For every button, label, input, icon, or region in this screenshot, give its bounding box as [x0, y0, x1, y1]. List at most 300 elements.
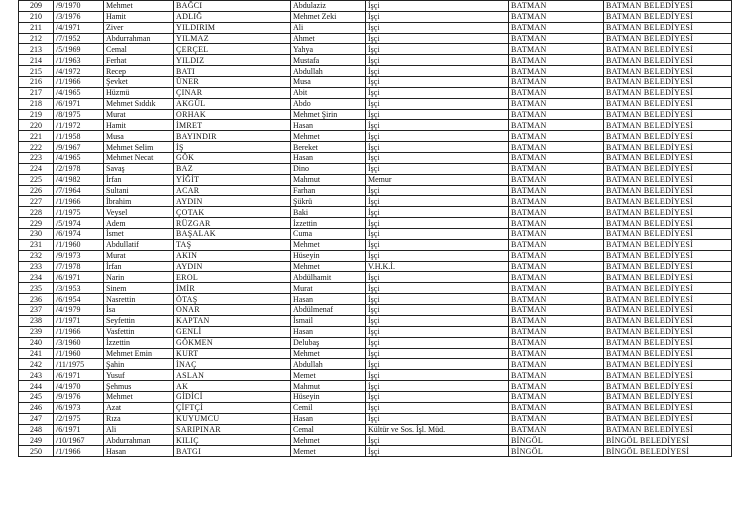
- father-name-cell: Mehmet: [291, 131, 366, 142]
- document-page: [18, 0, 732, 457]
- position-cell: İşçi: [366, 250, 509, 261]
- birth-date-cell: /8/1975: [54, 109, 104, 120]
- table-row: [19, 305, 732, 316]
- table-row: [19, 381, 732, 392]
- surname-cell: ACAR: [174, 185, 291, 196]
- first-name-cell: Nasrettin: [104, 294, 174, 305]
- birth-date-cell: /1/1971: [54, 315, 104, 326]
- province-cell: BATMAN: [509, 77, 604, 88]
- surname-cell: YILDIZ: [174, 55, 291, 66]
- birth-date-cell: /1/1966: [54, 77, 104, 88]
- surname-cell: ÇOTAK: [174, 207, 291, 218]
- institution-cell: BATMAN BELEDİYESİ: [604, 229, 732, 240]
- institution-cell: BATMAN BELEDİYESİ: [604, 261, 732, 272]
- table-row: [19, 153, 732, 164]
- institution-cell: BATMAN BELEDİYESİ: [604, 250, 732, 261]
- father-name-cell: Mehmet: [291, 348, 366, 359]
- first-name-cell: İsa: [104, 305, 174, 316]
- province-cell: BATMAN: [509, 196, 604, 207]
- province-cell: BATMAN: [509, 11, 604, 22]
- surname-cell: KURT: [174, 348, 291, 359]
- surname-cell: ÇINAR: [174, 87, 291, 98]
- father-name-cell: Abdülhamit: [291, 272, 366, 283]
- birth-date-cell: /1/1966: [54, 326, 104, 337]
- table-row: [19, 11, 732, 22]
- birth-date-cell: /4/1970: [54, 381, 104, 392]
- birth-date-cell: /5/1974: [54, 218, 104, 229]
- surname-cell: AYDIN: [174, 196, 291, 207]
- institution-cell: BİNGÖL BELEDİYESİ: [604, 435, 732, 446]
- institution-cell: BATMAN BELEDİYESİ: [604, 413, 732, 424]
- row-number-cell: 229: [19, 218, 54, 229]
- birth-date-cell: /6/1973: [54, 402, 104, 413]
- surname-cell: GENLİ: [174, 326, 291, 337]
- row-number-cell: 209: [19, 1, 54, 12]
- position-cell: İşçi: [366, 77, 509, 88]
- surname-cell: İMRET: [174, 120, 291, 131]
- position-cell: İşçi: [366, 446, 509, 457]
- table-row: [19, 218, 732, 229]
- row-number-cell: 250: [19, 446, 54, 457]
- institution-cell: BATMAN BELEDİYESİ: [604, 109, 732, 120]
- row-number-cell: 217: [19, 87, 54, 98]
- surname-cell: BAYINDIR: [174, 131, 291, 142]
- institution-cell: BATMAN BELEDİYESİ: [604, 44, 732, 55]
- surname-cell: ÇERÇEL: [174, 44, 291, 55]
- row-number-cell: 240: [19, 337, 54, 348]
- surname-cell: GÖKMEN: [174, 337, 291, 348]
- institution-cell: BİNGÖL BELEDİYESİ: [604, 446, 732, 457]
- surname-cell: ÇİFTÇİ: [174, 402, 291, 413]
- surname-cell: KILIÇ: [174, 435, 291, 446]
- father-name-cell: Hasan: [291, 153, 366, 164]
- province-cell: BATMAN: [509, 305, 604, 316]
- row-number-cell: 234: [19, 272, 54, 283]
- institution-cell: BATMAN BELEDİYESİ: [604, 207, 732, 218]
- row-number-cell: 226: [19, 185, 54, 196]
- first-name-cell: Ali: [104, 424, 174, 435]
- row-number-cell: 225: [19, 174, 54, 185]
- row-number-cell: 239: [19, 326, 54, 337]
- position-cell: İşçi: [366, 131, 509, 142]
- province-cell: BATMAN: [509, 142, 604, 153]
- province-cell: BATMAN: [509, 98, 604, 109]
- institution-cell: BATMAN BELEDİYESİ: [604, 174, 732, 185]
- province-cell: BATMAN: [509, 55, 604, 66]
- surname-cell: GİDİCİ: [174, 391, 291, 402]
- row-number-cell: 216: [19, 77, 54, 88]
- province-cell: BATMAN: [509, 381, 604, 392]
- row-number-cell: 212: [19, 33, 54, 44]
- surname-cell: ONAR: [174, 305, 291, 316]
- institution-cell: BATMAN BELEDİYESİ: [604, 272, 732, 283]
- institution-cell: BATMAN BELEDİYESİ: [604, 11, 732, 22]
- father-name-cell: İzzettin: [291, 218, 366, 229]
- birth-date-cell: /2/1975: [54, 413, 104, 424]
- father-name-cell: Hüseyin: [291, 391, 366, 402]
- first-name-cell: Sinem: [104, 283, 174, 294]
- position-cell: İşçi: [366, 402, 509, 413]
- position-cell: İşçi: [366, 283, 509, 294]
- birth-date-cell: /9/1976: [54, 391, 104, 402]
- first-name-cell: Abdurrahman: [104, 435, 174, 446]
- position-cell: Kültür ve Sos. İşl. Müd.: [366, 424, 509, 435]
- father-name-cell: Abdo: [291, 98, 366, 109]
- father-name-cell: Ali: [291, 22, 366, 33]
- row-number-cell: 249: [19, 435, 54, 446]
- father-name-cell: Cuma: [291, 229, 366, 240]
- row-number-cell: 231: [19, 239, 54, 250]
- row-number-cell: 235: [19, 283, 54, 294]
- surname-cell: ÜNER: [174, 77, 291, 88]
- table-body: [19, 1, 732, 457]
- table-row: [19, 446, 732, 457]
- position-cell: İşçi: [366, 305, 509, 316]
- birth-date-cell: /10/1967: [54, 435, 104, 446]
- birth-date-cell: /9/1970: [54, 1, 104, 12]
- position-cell: İşçi: [366, 153, 509, 164]
- first-name-cell: Musa: [104, 131, 174, 142]
- table-row: [19, 44, 732, 55]
- birth-date-cell: /11/1975: [54, 359, 104, 370]
- position-cell: İşçi: [366, 163, 509, 174]
- birth-date-cell: /6/1974: [54, 229, 104, 240]
- first-name-cell: Abdullatif: [104, 239, 174, 250]
- birth-date-cell: /5/1969: [54, 44, 104, 55]
- father-name-cell: Farhan: [291, 185, 366, 196]
- institution-cell: BATMAN BELEDİYESİ: [604, 337, 732, 348]
- first-name-cell: Hüzmü: [104, 87, 174, 98]
- birth-date-cell: /6/1971: [54, 424, 104, 435]
- position-cell: İşçi: [366, 11, 509, 22]
- birth-date-cell: /3/1953: [54, 283, 104, 294]
- table-row: [19, 109, 732, 120]
- province-cell: BATMAN: [509, 348, 604, 359]
- row-number-cell: 233: [19, 261, 54, 272]
- position-cell: İşçi: [366, 55, 509, 66]
- province-cell: BİNGÖL: [509, 435, 604, 446]
- first-name-cell: Mehmet Sıddık: [104, 98, 174, 109]
- position-cell: İşçi: [366, 98, 509, 109]
- province-cell: BATMAN: [509, 261, 604, 272]
- table-row: [19, 131, 732, 142]
- position-cell: İşçi: [366, 196, 509, 207]
- province-cell: BATMAN: [509, 207, 604, 218]
- birth-date-cell: /1/1966: [54, 196, 104, 207]
- institution-cell: BATMAN BELEDİYESİ: [604, 1, 732, 12]
- position-cell: Memur: [366, 174, 509, 185]
- province-cell: BATMAN: [509, 87, 604, 98]
- row-number-cell: 237: [19, 305, 54, 316]
- province-cell: BATMAN: [509, 66, 604, 77]
- table-row: [19, 402, 732, 413]
- first-name-cell: Abdurrahman: [104, 33, 174, 44]
- row-number-cell: 214: [19, 55, 54, 66]
- father-name-cell: Memet: [291, 446, 366, 457]
- father-name-cell: Abit: [291, 87, 366, 98]
- institution-cell: BATMAN BELEDİYESİ: [604, 239, 732, 250]
- birth-date-cell: /6/1971: [54, 272, 104, 283]
- table-row: [19, 1, 732, 12]
- province-cell: BATMAN: [509, 163, 604, 174]
- table-row: [19, 142, 732, 153]
- table-row: [19, 196, 732, 207]
- father-name-cell: Mahmut: [291, 381, 366, 392]
- institution-cell: BATMAN BELEDİYESİ: [604, 185, 732, 196]
- position-cell: İşçi: [366, 326, 509, 337]
- father-name-cell: Abdullah: [291, 66, 366, 77]
- first-name-cell: Narin: [104, 272, 174, 283]
- birth-date-cell: /1/1960: [54, 239, 104, 250]
- first-name-cell: İsmet: [104, 229, 174, 240]
- position-cell: İşçi: [366, 370, 509, 381]
- surname-cell: ÖTAŞ: [174, 294, 291, 305]
- row-number-cell: 248: [19, 424, 54, 435]
- province-cell: BATMAN: [509, 337, 604, 348]
- row-number-cell: 227: [19, 196, 54, 207]
- province-cell: BATMAN: [509, 326, 604, 337]
- position-cell: İşçi: [366, 109, 509, 120]
- row-number-cell: 213: [19, 44, 54, 55]
- father-name-cell: Mehmet Zeki: [291, 11, 366, 22]
- birth-date-cell: /3/1976: [54, 11, 104, 22]
- father-name-cell: Musa: [291, 77, 366, 88]
- birth-date-cell: /1/1975: [54, 207, 104, 218]
- institution-cell: BATMAN BELEDİYESİ: [604, 381, 732, 392]
- position-cell: İşçi: [366, 315, 509, 326]
- birth-date-cell: /1/1972: [54, 120, 104, 131]
- first-name-cell: Şevket: [104, 77, 174, 88]
- father-name-cell: Yahya: [291, 44, 366, 55]
- table-row: [19, 391, 732, 402]
- first-name-cell: İrfan: [104, 174, 174, 185]
- position-cell: İşçi: [366, 435, 509, 446]
- province-cell: BATMAN: [509, 44, 604, 55]
- position-cell: İşçi: [366, 229, 509, 240]
- province-cell: BATMAN: [509, 218, 604, 229]
- table-row: [19, 55, 732, 66]
- province-cell: BATMAN: [509, 239, 604, 250]
- birth-date-cell: /6/1971: [54, 370, 104, 381]
- first-name-cell: İbrahim: [104, 196, 174, 207]
- first-name-cell: Murat: [104, 109, 174, 120]
- province-cell: BİNGÖL: [509, 446, 604, 457]
- first-name-cell: Yusuf: [104, 370, 174, 381]
- province-cell: BATMAN: [509, 272, 604, 283]
- birth-date-cell: /2/1978: [54, 163, 104, 174]
- province-cell: BATMAN: [509, 294, 604, 305]
- institution-cell: BATMAN BELEDİYESİ: [604, 22, 732, 33]
- province-cell: BATMAN: [509, 1, 604, 12]
- surname-cell: YILDIRIM: [174, 22, 291, 33]
- first-name-cell: Veysel: [104, 207, 174, 218]
- surname-cell: BATI: [174, 66, 291, 77]
- institution-cell: BATMAN BELEDİYESİ: [604, 294, 732, 305]
- province-cell: BATMAN: [509, 185, 604, 196]
- table-row: [19, 229, 732, 240]
- father-name-cell: Ahmet: [291, 33, 366, 44]
- province-cell: BATMAN: [509, 174, 604, 185]
- birth-date-cell: /4/1965: [54, 153, 104, 164]
- row-number-cell: 224: [19, 163, 54, 174]
- first-name-cell: Mehmet Selim: [104, 142, 174, 153]
- birth-date-cell: /3/1960: [54, 337, 104, 348]
- province-cell: BATMAN: [509, 120, 604, 131]
- institution-cell: BATMAN BELEDİYESİ: [604, 142, 732, 153]
- position-cell: İşçi: [366, 239, 509, 250]
- table-row: [19, 261, 732, 272]
- position-cell: İşçi: [366, 207, 509, 218]
- surname-cell: İŞ: [174, 142, 291, 153]
- row-number-cell: 242: [19, 359, 54, 370]
- institution-cell: BATMAN BELEDİYESİ: [604, 402, 732, 413]
- position-cell: İşçi: [366, 413, 509, 424]
- row-number-cell: 221: [19, 131, 54, 142]
- father-name-cell: Hasan: [291, 120, 366, 131]
- row-number-cell: 244: [19, 381, 54, 392]
- first-name-cell: Sultani: [104, 185, 174, 196]
- row-number-cell: 230: [19, 229, 54, 240]
- province-cell: BATMAN: [509, 413, 604, 424]
- father-name-cell: Cemal: [291, 424, 366, 435]
- surname-cell: ASLAN: [174, 370, 291, 381]
- position-cell: İşçi: [366, 337, 509, 348]
- position-cell: İşçi: [366, 33, 509, 44]
- birth-date-cell: /6/1954: [54, 294, 104, 305]
- birth-date-cell: /4/1965: [54, 87, 104, 98]
- position-cell: İşçi: [366, 272, 509, 283]
- table-row: [19, 283, 732, 294]
- table-row: [19, 413, 732, 424]
- table-row: [19, 22, 732, 33]
- table-row: [19, 120, 732, 131]
- first-name-cell: Hamit: [104, 11, 174, 22]
- first-name-cell: İrfan: [104, 261, 174, 272]
- surname-cell: AKIN: [174, 250, 291, 261]
- row-number-cell: 247: [19, 413, 54, 424]
- father-name-cell: Mehmet: [291, 239, 366, 250]
- position-cell: İşçi: [366, 381, 509, 392]
- birth-date-cell: /4/1971: [54, 22, 104, 33]
- birth-date-cell: /1/1958: [54, 131, 104, 142]
- position-cell: İşçi: [366, 120, 509, 131]
- surname-cell: BAŞALAK: [174, 229, 291, 240]
- father-name-cell: Cemil: [291, 402, 366, 413]
- surname-cell: EROL: [174, 272, 291, 283]
- first-name-cell: Mehmet Emin: [104, 348, 174, 359]
- father-name-cell: Abdülmenaf: [291, 305, 366, 316]
- father-name-cell: İsmail: [291, 315, 366, 326]
- surname-cell: RÜZGAR: [174, 218, 291, 229]
- row-number-cell: 223: [19, 153, 54, 164]
- surname-cell: YILMAZ: [174, 33, 291, 44]
- surname-cell: BAĞCI: [174, 1, 291, 12]
- province-cell: BATMAN: [509, 22, 604, 33]
- table-row: [19, 33, 732, 44]
- table-row: [19, 87, 732, 98]
- row-number-cell: 215: [19, 66, 54, 77]
- first-name-cell: Seyfettin: [104, 315, 174, 326]
- institution-cell: BATMAN BELEDİYESİ: [604, 305, 732, 316]
- table-row: [19, 163, 732, 174]
- institution-cell: BATMAN BELEDİYESİ: [604, 66, 732, 77]
- table-row: [19, 315, 732, 326]
- row-number-cell: 228: [19, 207, 54, 218]
- table-row: [19, 185, 732, 196]
- first-name-cell: Azat: [104, 402, 174, 413]
- birth-date-cell: /4/1979: [54, 305, 104, 316]
- first-name-cell: Şahin: [104, 359, 174, 370]
- birth-date-cell: /9/1973: [54, 250, 104, 261]
- province-cell: BATMAN: [509, 131, 604, 142]
- institution-cell: BATMAN BELEDİYESİ: [604, 391, 732, 402]
- table-row: [19, 337, 732, 348]
- row-number-cell: 210: [19, 11, 54, 22]
- institution-cell: BATMAN BELEDİYESİ: [604, 370, 732, 381]
- surname-cell: GÖK: [174, 153, 291, 164]
- institution-cell: BATMAN BELEDİYESİ: [604, 196, 732, 207]
- birth-date-cell: /7/1952: [54, 33, 104, 44]
- row-number-cell: 243: [19, 370, 54, 381]
- surname-cell: KUYUMCU: [174, 413, 291, 424]
- institution-cell: BATMAN BELEDİYESİ: [604, 348, 732, 359]
- first-name-cell: Ziver: [104, 22, 174, 33]
- province-cell: BATMAN: [509, 402, 604, 413]
- province-cell: BATMAN: [509, 315, 604, 326]
- row-number-cell: 246: [19, 402, 54, 413]
- province-cell: BATMAN: [509, 250, 604, 261]
- position-cell: İşçi: [366, 294, 509, 305]
- surname-cell: İNAÇ: [174, 359, 291, 370]
- first-name-cell: Savaş: [104, 163, 174, 174]
- father-name-cell: Abdullah: [291, 359, 366, 370]
- first-name-cell: Mehmet: [104, 391, 174, 402]
- row-number-cell: 218: [19, 98, 54, 109]
- birth-date-cell: /7/1964: [54, 185, 104, 196]
- table-row: [19, 98, 732, 109]
- institution-cell: BATMAN BELEDİYESİ: [604, 283, 732, 294]
- position-cell: İşçi: [366, 1, 509, 12]
- first-name-cell: Cemal: [104, 44, 174, 55]
- province-cell: BATMAN: [509, 370, 604, 381]
- table-row: [19, 294, 732, 305]
- institution-cell: BATMAN BELEDİYESİ: [604, 163, 732, 174]
- surname-cell: AK: [174, 381, 291, 392]
- province-cell: BATMAN: [509, 424, 604, 435]
- row-number-cell: 245: [19, 391, 54, 402]
- first-name-cell: Hasan: [104, 446, 174, 457]
- father-name-cell: Abdulaziz: [291, 1, 366, 12]
- table-row: [19, 424, 732, 435]
- birth-date-cell: /1/1960: [54, 348, 104, 359]
- position-cell: İşçi: [366, 359, 509, 370]
- father-name-cell: Şükrü: [291, 196, 366, 207]
- father-name-cell: Memet: [291, 370, 366, 381]
- institution-cell: BATMAN BELEDİYESİ: [604, 120, 732, 131]
- surname-cell: ADLIĞ: [174, 11, 291, 22]
- position-cell: İşçi: [366, 218, 509, 229]
- father-name-cell: Mehmet: [291, 261, 366, 272]
- father-name-cell: Hasan: [291, 294, 366, 305]
- institution-cell: BATMAN BELEDİYESİ: [604, 359, 732, 370]
- first-name-cell: Mehmet Necat: [104, 153, 174, 164]
- surname-cell: ORHAK: [174, 109, 291, 120]
- surname-cell: SARIPINAR: [174, 424, 291, 435]
- institution-cell: BATMAN BELEDİYESİ: [604, 98, 732, 109]
- province-cell: BATMAN: [509, 153, 604, 164]
- father-name-cell: Bereket: [291, 142, 366, 153]
- father-name-cell: Delubaş: [291, 337, 366, 348]
